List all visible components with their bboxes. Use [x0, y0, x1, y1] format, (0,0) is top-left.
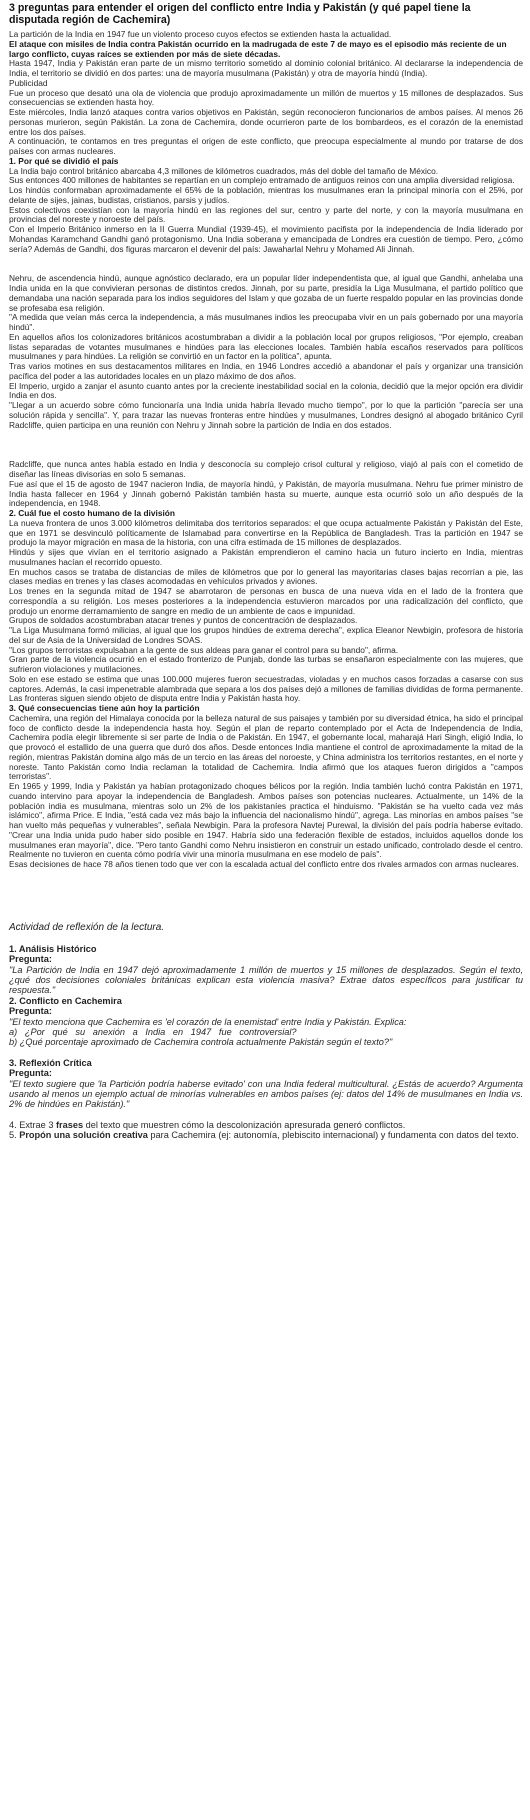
section-heading: 1. Por qué se dividió el país	[9, 155, 119, 166]
body-paragraph: Grupos de soldados acostumbraban atacar trenes y puntos de concentración de desplazados.	[9, 615, 358, 626]
question-heading: 3. Reflexión Crítica	[9, 1057, 92, 1068]
question-label: Pregunta:	[9, 1006, 52, 1017]
question-heading: 1. Análisis Histórico	[9, 943, 97, 954]
intro-paragraph: Hasta 1947, India y Pakistán eran parte de un mismo territorio sometido al dominio colonial británico. Al declararse la independencia de India, el territorio se dividió en dos partes: una de mayoría musulmana (Pakistán) y otra de mayoría hindú (India).	[9, 58, 523, 78]
section-heading: 3. Qué consecuencias tiene aún hoy la partición	[9, 703, 200, 713]
article-title: 3 preguntas para entender el origen del conflicto entre India y Pakistán (y qué papel tiene la disputada región de Cachemira)	[9, 2, 471, 26]
body-paragraph: En 1965 y 1999, India y Pakistán ya habían protagonizado choques bélicos por la región. India también luchó contra Pakistán en 1971, cuando intervino para apoyar la independencia de Bangladesh. Ambos países son potencias nucleares. Actualmente, un 14% de la población india es musulmana, mientras solo un 2% de los pakistaníes practica el hinduismo. "Pakistán se ha vuelto cada vez más islámico", afirma Price. E India, "está cada vez más bajo la influencia del nacionalismo hindú", agrega. Las minorías en ambos países "se han vuelto más pequeñas y vulnerables", señala Newbigin. Para la profesora Navtej Purewal, la división del país podría haberse evitado. "Crear una India unida pudo haber sido posible en 1947. Habría sido una federación flexible de estados, incluidos aquellos donde los musulmanes eran mayoría", dice. "Pero tanto Gandhi como Nehru insistieron en construir un estado unificado, controlado desde el centro. Realmente no tuvieron en cuenta cómo podría vivir una minoría musulmana en ese modelo de país".	[9, 781, 523, 860]
body-paragraph: La nueva frontera de unos 3.000 kilómetros delimitaba dos territorios separados: el que ocupa actualmente Pakistán y Pakistán del Este, que en 1971 se desvinculó políticamente de Islamabad para convertirse en la República de Bangladesh. Tras la partición en 1947 se produjo la mayor migración en masa de la historia, con una cifra estimada de 15 millones de desplazados.	[9, 517, 523, 548]
q4-emphasis: frases	[55, 1119, 84, 1130]
body-paragraph: El Imperio, urgido a zanjar el asunto cuanto antes por la creciente inestabilidad social en la colonia, decidió que la mejor opción era dividir India en dos.	[9, 380, 523, 401]
lead-highlight: El ataque con misiles de India contra Pakistán ocurrido en la madrugada de este 7 de mayo es el episodio más reciente de un largo conflicto, cuyas raíces se extienden por más de siete décadas.	[9, 38, 507, 59]
body-paragraph: Estos colectivos coexistían con la mayoría hindú en las regiones del sur, centro y parte del norte, y con la mayoría musulmana en provincias del noreste y noroeste del país.	[9, 204, 523, 225]
body-paragraph: La India bajo control británico abarcaba 4,3 millones de kilómetros cuadrados, más del doble del tamaño de México.	[9, 165, 439, 176]
body-paragraph: "Los grupos terroristas expulsaban a la gente de sus aldeas para ganar el control para su bando", afirma.	[9, 644, 399, 655]
question-heading: 2. Conflicto en Cachemira	[9, 995, 122, 1006]
body-paragraph: Gran parte de la violencia ocurrió en el estado fronterizo de Punjab, donde las turbas se ensañaron especialmente con las mujeres, que sufrieron violaciones y mutilaciones.	[9, 654, 523, 674]
body-paragraph: Tras varios motines en sus destacamentos militares en India, en 1946 Londres accedió a abandonar el país y organizar una transición pacífica del poder a las autoridades locales en un plazo máximo de dos años.	[9, 361, 523, 381]
activity-title: Actividad de reflexión de la lectura.	[9, 921, 165, 933]
question-text: "El texto sugiere que 'la Partición podría haberse evitado' con una India federal multicultural. ¿Estás de acuerdo? Argumenta usando al menos un ejemplo actual de minorías vulnerables en ambos países (ej: datos del 14% de musulmanes en India vs. 2% de hindúes en Pakistán)."	[9, 1078, 523, 1110]
body-paragraph: Hindús y sijes que vivían en el territorio asignado a Pakistán emprendieron el camino hacia un futuro incierto en India, mientras musulmanes hacían el recorrido opuesto.	[9, 547, 523, 567]
body-paragraph: Los trenes en la segunda mitad de 1947 se abarrotaron de personas en busca de una nueva vida en el lado de la frontera que correspondía a su religión. Los meses posteriores a la independencia estuvieron marcados por una radicalización del conflicto, que produjo un enorme derramamiento de sangre en medio de un ambiente de caos e impunidad.	[9, 586, 523, 616]
body-paragraph: Solo en ese estado se estima que unas 100.000 mujeres fueron secuestradas, violadas y en muchos casos forzadas a casarse con sus captores. Además, la casi impenetrable alambrada que separa a los dos países dejó a millones de familias divididas de forma permanente. Las fronteras siguen siendo objeto de disputa entre India y Pakistán hasta hoy.	[9, 673, 523, 704]
question-option-a: a) ¿Por qué su anexión a India en 1947 fue controversial?	[9, 1027, 297, 1037]
body-paragraph: Esas decisiones de hace 78 años tienen todo que ver con la escalada actual del conflicto entre dos rivales armados con armas nucleares.	[9, 859, 519, 869]
ad-label: Publicidad	[9, 77, 48, 88]
question-4	[9, 1120, 523, 1130]
body-paragraph: Nehru, de ascendencia hindú, aunque agnóstico declarado, era un popular líder independentista que, al igual que Gandhi, anhelaba una India unida en la que convivieran personas de distintos credos. Jinnah, por su parte, presidía la Liga Musulmana, el partido político que demandaba una nación separada para los indios seguidores del Islam y que gozaba de un fuerte respaldo popular en las provincias donde se profesaba esa religión.	[9, 273, 523, 313]
question-label: Pregunta:	[9, 954, 52, 965]
body-paragraph: Radcliffe, que nunca antes había estado en India y desconocía su complejo crisol cultural y religioso, viajó al país con el cometido de diseñar las líneas divisorias en solo 5 semanas.	[9, 459, 523, 479]
q5-suffix: para Cachemira (ej: autonomía, plebiscito internacional) y fundamenta con datos del texto.	[147, 1130, 519, 1141]
spacer	[9, 430, 523, 460]
spacer	[9, 870, 523, 922]
intro-paragraph: Fue un proceso que desató una ola de violencia que produjo aproximadamente un millón de muertos y 15 millones de desplazados. Sus consecuencias se extienden hasta hoy.	[9, 87, 523, 108]
question-5	[9, 1130, 523, 1140]
intro-paragraph: Este miércoles, India lanzó ataques contra varios objetivos en Pakistán, según reconocieron funcionarios de ambos países. Al menos 26 personas murieron, según Pakistán. La zona de Cachemira, donde ocurrieron parte de los bombardeos, es el corazón de la enemistad entre los dos países.	[9, 107, 523, 137]
spacer	[9, 1110, 523, 1120]
body-paragraph: "Llegar a un acuerdo sobre cómo funcionaría una India unida habría llevado mucho tiempo", por lo que la partición "parecía ser una solución rápida y sencilla". Y, para trazar las nuevas fronteras entre hindúes y musulmanes, Londres designó al abogado británico Cyril Radcliffe, quien participa en una reunión con Nehru y Jinnah sobre la partición de India en dos estados.	[9, 400, 523, 430]
question-label: Pregunta:	[9, 1068, 52, 1079]
question-option-b: b) ¿Qué porcentaje aproximado de Cachemira controla actualmente Pakistán según el texto?"	[9, 1037, 393, 1048]
body-paragraph: "A medida que veían más cerca la independencia, a más musulmanes indios les preocupaba vivir en un país gobernado por una mayoría hindú".	[9, 312, 523, 332]
body-paragraph: Fue así que el 15 de agosto de 1947 nacieron India, de mayoría hindú, y Pakistán, de mayoría musulmana. Nehru fue primer ministro de India hasta fallecer en 1964 y Jinnah gobernó Pakistán también hasta su muerte, aunque esta ocurrió solo un año después de la independencia, en 1948.	[9, 478, 523, 509]
q4-suffix: del texto que muestren cómo la descolonización apresurada generó conflictos.	[83, 1119, 406, 1130]
q4-prefix: 4. Extrae 3	[9, 1119, 56, 1130]
section-heading: 2. Cuál fue el costo humano de la división	[9, 508, 175, 518]
body-paragraph: Con el Imperio Británico inmerso en la II Guerra Mundial (1939-45), el movimiento pacifista por la independencia de India liderado por Mohandas Karamchand Gandhi ganó protagonismo. Una India soberana y emancipada de Londres era cuestión de tiempo. Pero, ¿cómo sería? Además de Gandhi, dos figuras marcaron el devenir del país: Jawaharlal Nehru y Mohamed Ali Jinnah.	[9, 224, 523, 254]
question-text: "El texto menciona que Cachemira es 'el corazón de la enemistad' entre India y Pakistán. Explica:	[9, 1016, 407, 1027]
intro-paragraph: A continuación, te contamos en tres preguntas el origen de este conflicto, que preocupa especialmente al mundo por tratarse de dos países con armas nucleares.	[9, 136, 523, 156]
spacer	[9, 1048, 523, 1058]
body-paragraph: "La Liga Musulmana formó milicias, al igual que los grupos hindúes de extrema derecha", explica Eleanor Newbigin, profesora de historia del sur de Asia de la Universidad de Londres SOAS.	[9, 625, 523, 645]
q5-emphasis: Propón una solución creativa	[19, 1130, 148, 1141]
q5-prefix: 5.	[9, 1130, 20, 1141]
lead-paragraph: La partición de la India en 1947 fue un violento proceso cuyos efectos se extienden hasta la actualidad.	[9, 29, 392, 39]
question-text: "La Partición de India en 1947 dejó aproximadamente 1 millón de muertos y 15 millones de desplazados. Según el texto, ¿qué dos decisiones coloniales británicas explican esta violencia masiva? Extrae datos específicos para justificar tu respuesta."	[9, 964, 523, 996]
body-paragraph: Cachemira, una región del Himalaya conocida por la belleza natural de sus paisajes y también por su diversidad étnica, ha sido el principal foco de conflicto desde la independencia hasta hoy. Según el plan de reparto contemplado por el Acta de Independencia de India, Cachemira podía elegir libremente si ser parte de India o de Pakistán. En 1947, el gobernante local, maharajá Hari Singh, eligió India, lo que provocó el estallido de una guerra que duró dos años. Desde entonces India mantiene el control de aproximadamente la mitad de la región, mientras Pakistán domina algo más de un tercio en las áreas del noroeste, y China administra los territorios restantes, en el norte y noreste. Tanto Pakistán como India reclaman la totalidad de Cachemira. India afirmó que los ataques fueron dirigidos a "campos terroristas".	[9, 712, 523, 782]
body-paragraph: En muchos casos se trataba de distancias de miles de kilómetros que por lo general las mayoritarias clases bajas recorrían a pie, las clases medias en trenes y las clases acomodadas en vehículos privados y aviones.	[9, 566, 523, 587]
body-paragraph: Los hindús conformaban aproximadamente el 65% de la población, mientras los musulmanes eran la principal minoría con el 25%, por delante de sijes, jainas, budistas, cristianos, parsis y judíos.	[9, 185, 523, 205]
body-paragraph: Sus entonces 400 millones de habitantes se repartían en un complejo entramado de antiguos reinos con una amplia diversidad religiosa.	[9, 175, 515, 186]
spacer	[9, 254, 523, 274]
body-paragraph: En aquellos años los colonizadores británicos acostumbraban a dividir a la población local por grupos religiosos, "Por ejemplo, creaban listas separadas de votantes musulmanes e hindúes para las elecciones locales. También había escaños reservados para políticos musulmanes y para hindúes. La religión se convirtió en un factor en la política", apunta.	[9, 331, 523, 362]
